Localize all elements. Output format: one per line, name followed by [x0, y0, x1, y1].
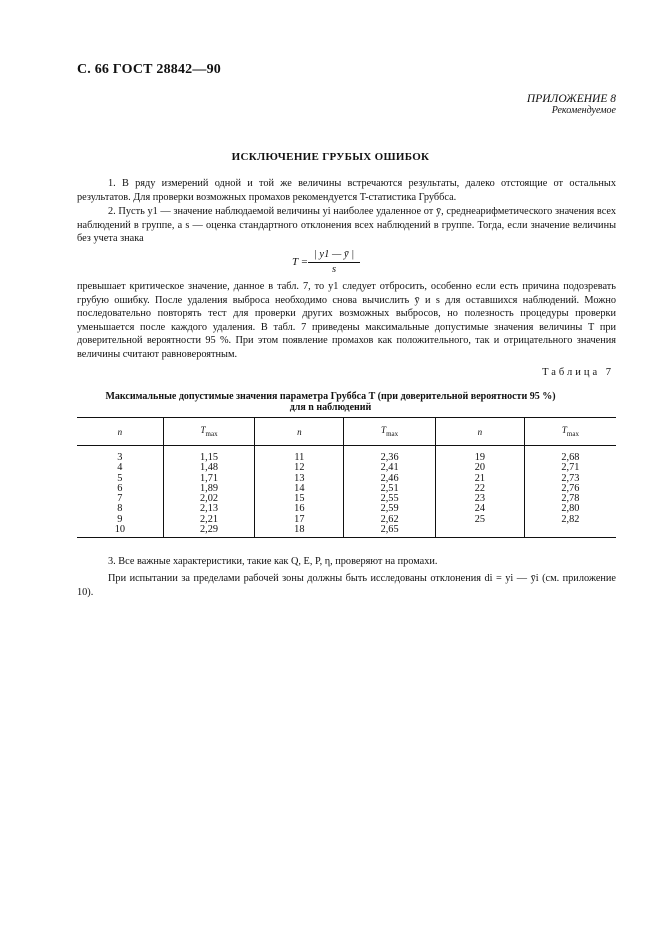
table-cell: 14: [255, 484, 344, 494]
header-n-1: n: [77, 418, 163, 446]
formula-lhs: T =: [292, 256, 309, 268]
table-cell: 8: [117, 503, 123, 515]
table-cell: 23: [435, 494, 524, 504]
table-cell: 15: [255, 494, 344, 504]
table-cell: 13: [255, 474, 344, 484]
section-title: ИСКЛЮЧЕНИЕ ГРУБЫХ ОШИБОК: [231, 151, 430, 163]
header-n-2: n: [255, 418, 344, 446]
paragraph-3: превышает критическое значение, данное в табл. 7, то y1 следует отбросить, особенно если есть причина подозревать грубую ошибку. После удаления выброса необходимо снова вычислить ȳ и s для оставшихся наблюдений. Можно последовательно повторять тест для проверки других возможных выбросов, но полезность процедуры проверки уменьшается после каждого удаления. В табл. 7 приведены максимальные допустимые значения величины T при доверительной вероятности 95 %. При этом появление промахов как положительного, так и отрицательного значения величины считают равновероятным.: [77, 281, 616, 360]
appendix-label: ПРИЛОЖЕНИЕ 8: [526, 93, 616, 105]
table-cell: 2,62: [344, 515, 436, 525]
table-cell: 21: [435, 474, 524, 484]
table-cell: 1,48: [163, 463, 255, 473]
table-row: [77, 474, 616, 484]
header-n-3: n: [435, 418, 524, 446]
table-row: [77, 463, 616, 473]
paragraph-2: 2. Пусть y1 — значение наблюдаемой величины yi наиболее удаленное от ȳ, среднеарифметического значения всех наблюдений в группе, а s — оценка стандартного отклонения всех наблюдений в группе. Тогда, если значение величины без учета знака: [77, 206, 616, 244]
header-tmax-1-label: T: [200, 425, 206, 436]
table-cell: 2,68: [524, 446, 616, 464]
table-cell: 2,13: [163, 504, 255, 514]
table-cell: 2,65: [344, 525, 436, 538]
table-row: [77, 515, 616, 525]
formula-fraction: [308, 249, 360, 276]
document-id: С. 66 ГОСТ 28842—90: [77, 62, 221, 77]
table-cell: [435, 525, 524, 538]
table-cell: 1,15: [163, 446, 255, 464]
formula-numerator: | y1 — ȳ |: [308, 249, 360, 263]
table-cell: 10: [77, 525, 163, 538]
table-row: [77, 525, 616, 538]
table-cell: 6: [117, 482, 123, 494]
table-cell: 17: [255, 515, 344, 525]
table-title-line-1: Максимальные допустимые значения параметра Груббса T (при доверительной вероятности 95 %): [105, 391, 556, 402]
table-cell: 9: [117, 513, 123, 525]
table-cell: 11: [255, 446, 344, 464]
header-tmax-2: [344, 418, 436, 446]
table-cell: 16: [255, 504, 344, 514]
table-cell: 1,89: [163, 484, 255, 494]
paragraph-5: При испытании за пределами рабочей зоны должны быть исследованы отклонения di = yi — ȳi (см. приложение 10).: [77, 573, 616, 598]
table-cell: 2,51: [344, 484, 436, 494]
table-cell: 2,82: [524, 515, 616, 525]
table-label: Таблица 7: [542, 367, 614, 378]
header-tmax-2-sub: max: [386, 429, 399, 438]
appendix-status: Рекомендуемое: [551, 105, 616, 116]
table-cell: 3: [117, 452, 123, 463]
table-cell: 7: [117, 493, 123, 505]
table-row: [77, 504, 616, 514]
table-cell: 2,76: [524, 484, 616, 494]
table-cell: 2,41: [344, 463, 436, 473]
table-cell: 1,71: [163, 474, 255, 484]
table-cell: 2,71: [524, 463, 616, 473]
table-cell: 2,59: [344, 504, 436, 514]
table-cell: 2,46: [344, 474, 436, 484]
header-tmax-1: [163, 418, 255, 446]
table-cell: 2,29: [163, 525, 255, 538]
table-body: [77, 446, 616, 538]
appendix-block: [527, 93, 616, 117]
table-cell: 24: [435, 504, 524, 514]
table-row: [77, 484, 616, 494]
grubbs-formula: [0, 249, 661, 277]
paragraph-4: 3. Все важные характеристики, такие как Q, E, P, η, проверяют на промахи.: [108, 556, 438, 567]
header-tmax-3: [524, 418, 616, 446]
table-header-row: [77, 418, 616, 446]
table-cell: [524, 525, 616, 538]
table-cell: 2,02: [163, 494, 255, 504]
paragraph-1: 1. В ряду измерений одной и той же величины встречаются результаты, далеко отстоящие от остальных результатов. Для проверки возможных промахов рекомендуется T-статистика Груббса.: [77, 178, 616, 203]
table-cell: 2,21: [163, 515, 255, 525]
table-cell: 19: [435, 446, 524, 464]
table-cell: 22: [435, 484, 524, 494]
table-cell: 25: [435, 515, 524, 525]
table-cell: 5: [117, 472, 123, 484]
table-title-line-2: для n наблюдений: [289, 402, 372, 413]
table-cell: 12: [255, 463, 344, 473]
table-row: [77, 494, 616, 504]
table-cell: 2,55: [344, 494, 436, 504]
table-cell: 4: [117, 462, 123, 474]
table-cell: 2,80: [524, 504, 616, 514]
header-tmax-1-sub: max: [205, 429, 218, 438]
header-tmax-2-label: T: [381, 425, 387, 436]
table-title: [0, 391, 661, 413]
table-cell: 2,36: [344, 446, 436, 464]
grubbs-table: [77, 417, 616, 538]
table-row: [77, 446, 616, 464]
formula-denominator: s: [331, 264, 337, 275]
table-cell: 20: [435, 463, 524, 473]
table-cell: 2,78: [524, 494, 616, 504]
table-cell: 18: [255, 525, 344, 538]
header-tmax-3-label: T: [561, 425, 567, 436]
header-tmax-3-sub: max: [566, 429, 579, 438]
table-cell: 2,73: [524, 474, 616, 484]
